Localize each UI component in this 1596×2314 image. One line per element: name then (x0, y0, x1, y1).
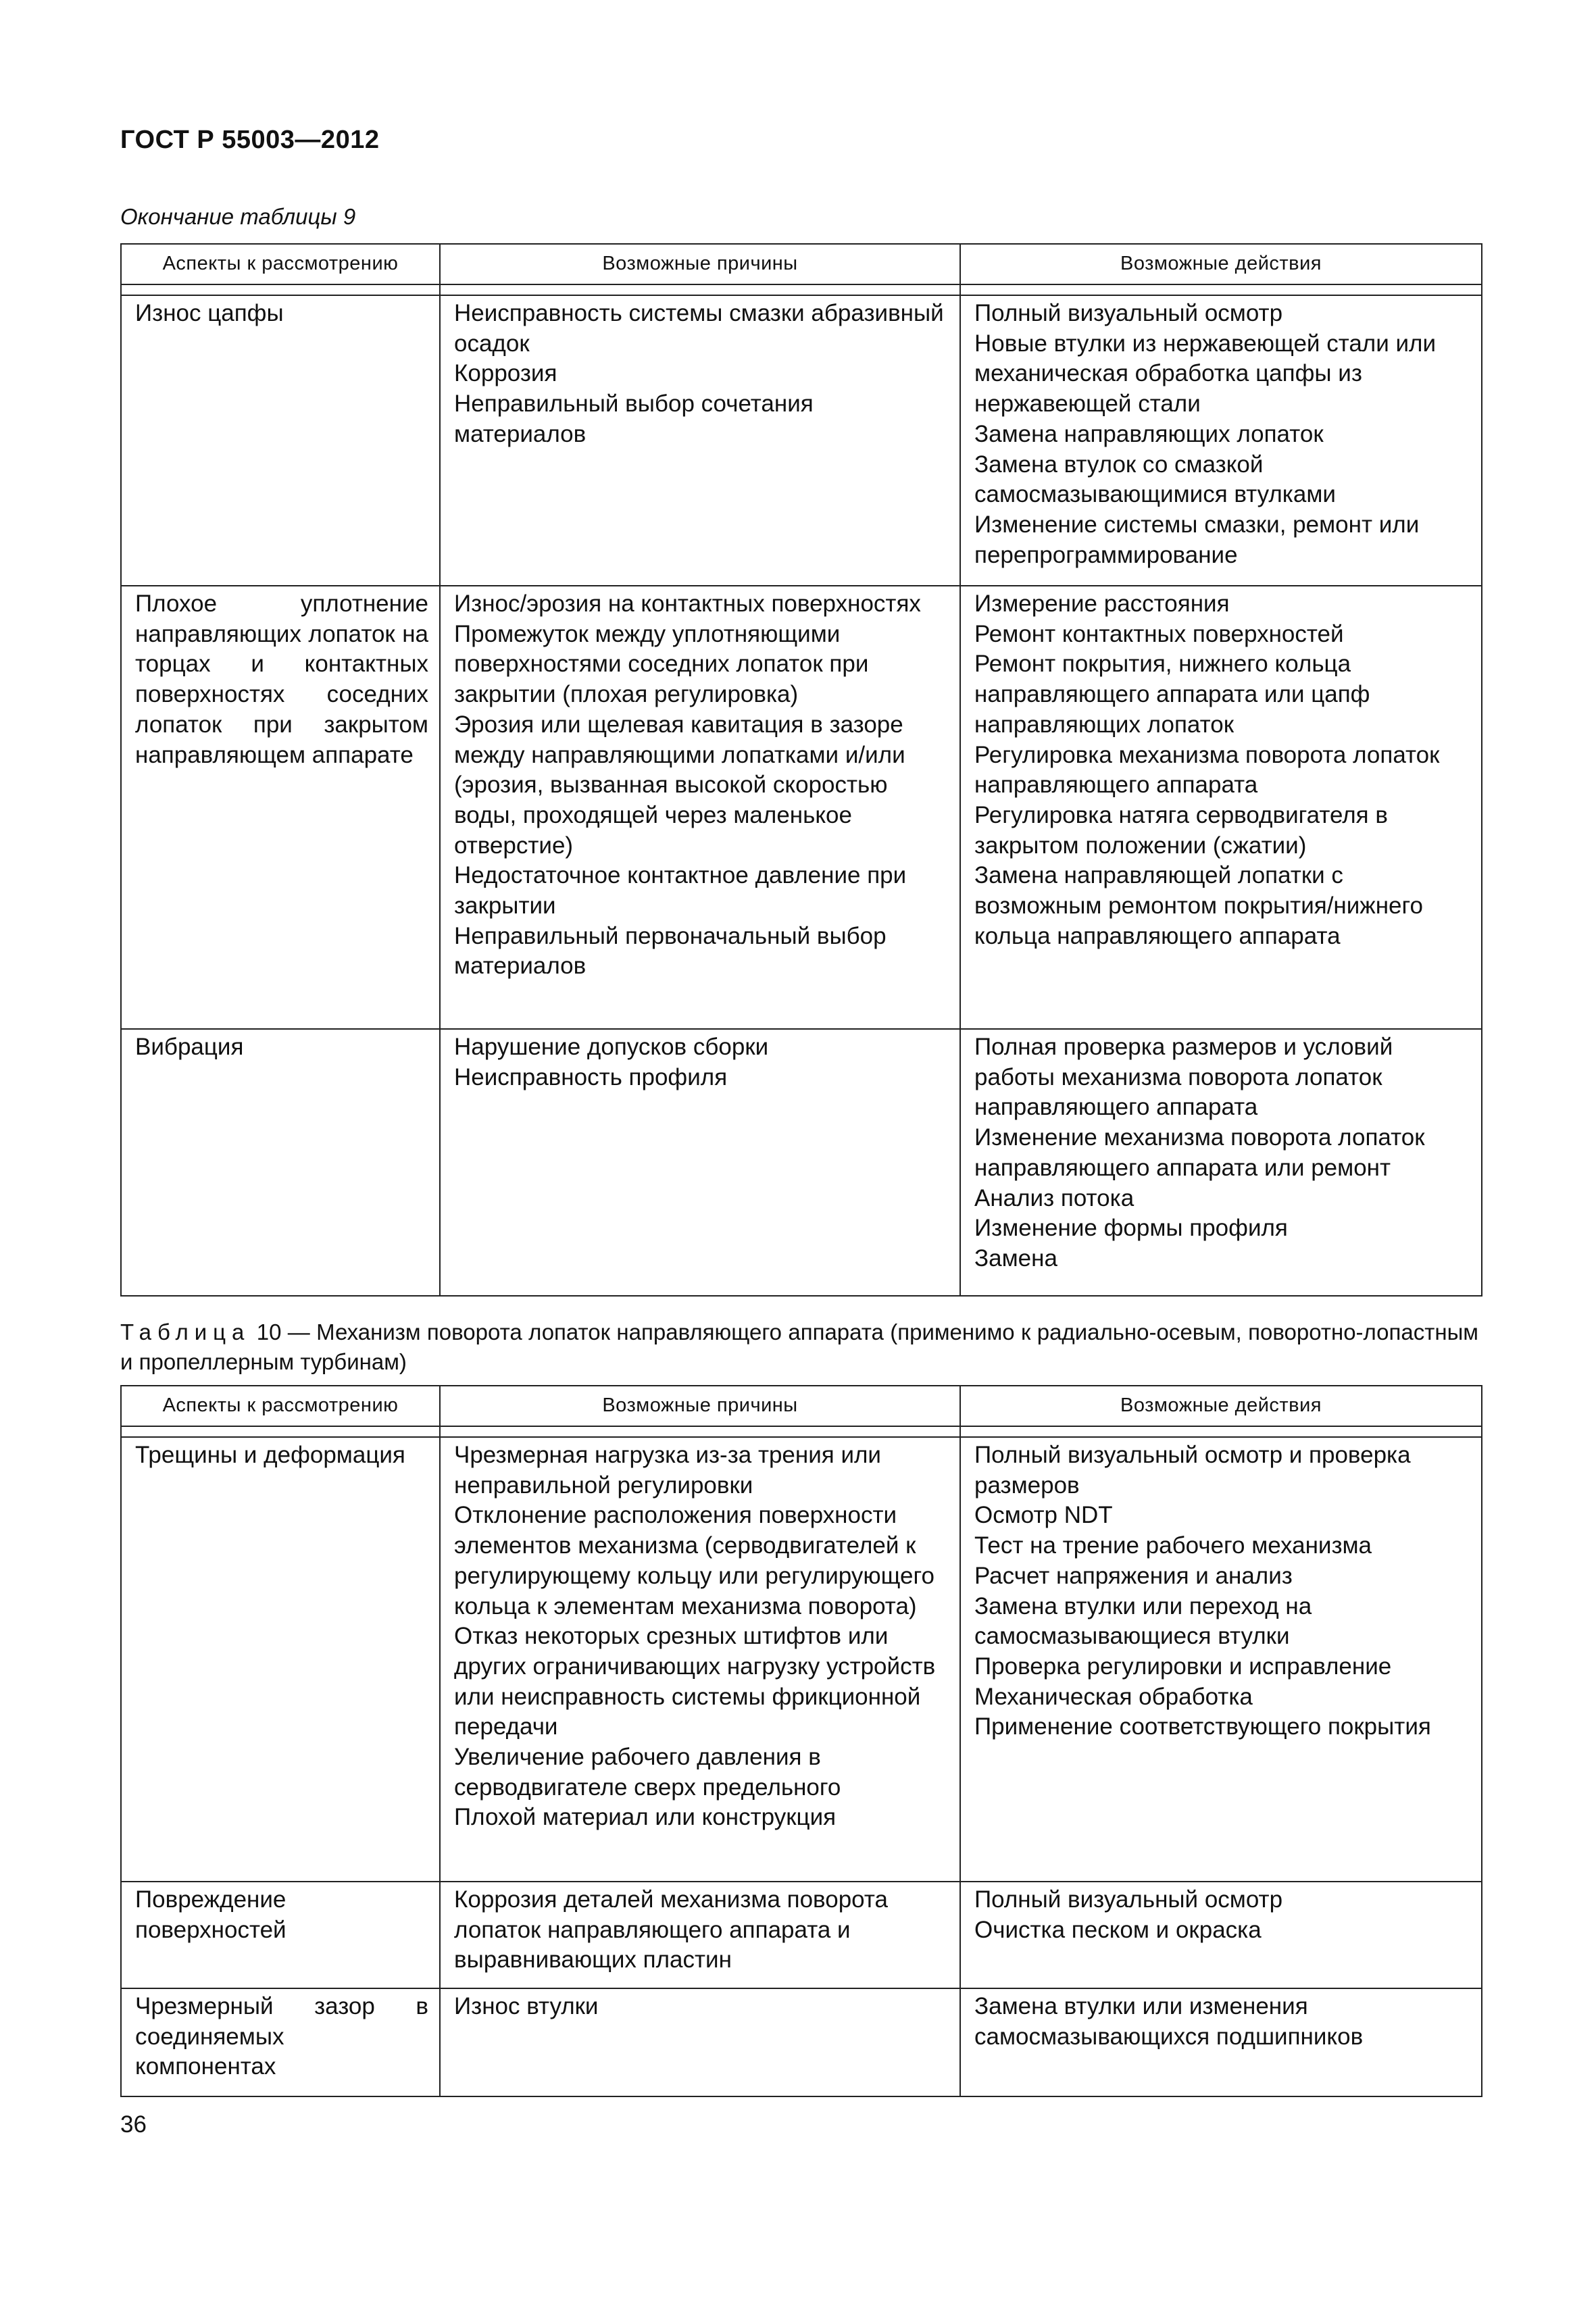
aspect-cell: Вибрация (121, 1029, 440, 1296)
document-id: ГОСТ Р 55003—2012 (120, 126, 380, 154)
action-item: Осмотр NDT (974, 1502, 1113, 1529)
table-10-caption-text: 10 — Механизм поворота лопаток направляющего аппарата (применимо к радиально-осевым, поворотно-лопастным и пропеллерным турбинам) (120, 1319, 1478, 1374)
action-item: Замена втулки или переход на самосмазывающиеся втулки (974, 1592, 1312, 1650)
cause-item: Коррозия деталей механизма поворота лопаток направляющего аппарата и выравнивающих пластин (454, 1886, 888, 1973)
table-row (121, 1882, 1482, 1988)
action-item: Очистка песком и окраска (974, 1916, 1262, 1943)
aspect-cell: Трещины и деформация (121, 1437, 440, 1882)
actions-cell (960, 1882, 1482, 1988)
header-separator (121, 284, 1482, 295)
table-row (121, 295, 1482, 586)
actions-cell (960, 586, 1482, 1029)
cause-item: Промежуток между уплотняющими поверхностями соседних лопаток при закрытии (плохая регулировка) (454, 620, 869, 708)
cause-item: Отказ некоторых срезных штифтов или других ограничивающих нагрузку устройств или неисправность системы фрикционной передачи (454, 1623, 936, 1740)
action-item: Проверка регулировки и исправление (974, 1653, 1392, 1680)
action-item: Расчет напряжения и анализ (974, 1562, 1293, 1589)
table-row (121, 586, 1482, 1029)
cause-item: Неправильный первоначальный выбор материалов (454, 922, 887, 980)
causes-cell (440, 1437, 960, 1882)
action-item: Регулировка натяга серводвигателя в закрытом положении (сжатии) (974, 801, 1388, 859)
action-item: Полный визуальный осмотр (974, 300, 1283, 326)
action-item: Регулировка механизма поворота лопаток направляющего аппарата (974, 741, 1440, 799)
column-header-aspects: Аспекты к рассмотрению (121, 244, 440, 284)
column-header-causes: Возможные причины (440, 244, 960, 284)
action-item: Замена втулки или изменения самосмазывающихся подшипников (974, 1993, 1364, 2050)
action-item: Применение соответствующего покрытия (974, 1713, 1431, 1740)
table-10 (120, 1385, 1482, 2097)
cause-item: Износ втулки (454, 1993, 599, 2019)
actions-cell (960, 295, 1482, 586)
cause-item: Неправильный выбор сочетания материалов (454, 391, 814, 447)
cause-item: Неисправность профиля (454, 1063, 728, 1090)
table-9-continuation-caption: Окончание таблицы 9 (120, 204, 356, 229)
actions-cell (960, 1988, 1482, 2096)
causes-cell (440, 1988, 960, 2096)
column-header-aspects: Аспекты к рассмотрению (121, 1386, 440, 1426)
action-item: Механическая обработка (974, 1683, 1253, 1710)
action-item: Изменение формы профиля (974, 1215, 1288, 1242)
cause-item: Недостаточное контактное давление при закрытии (454, 862, 907, 920)
action-item: Замена втулок со смазкой самосмазывающимися втулками (974, 451, 1336, 508)
action-item: Тест на трение рабочего механизма (974, 1532, 1372, 1559)
action-item: Изменение системы смазки, ремонт или перепрограммирование (974, 511, 1420, 568)
aspect-cell: Износ цапфы (121, 295, 440, 586)
table-header-row (121, 1386, 1482, 1426)
aspect-cell: Плохое уплотнение направляющих лопаток на торцах и контактных поверхностях соседних лопаток при закрытом направляющем аппарате (121, 586, 440, 1029)
cause-item: Плохой материал или конструкция (454, 1804, 837, 1831)
causes-cell (440, 586, 960, 1029)
table-row (121, 1437, 1482, 1882)
causes-cell (440, 1029, 960, 1296)
table-10-caption-label: Таблица (120, 1319, 251, 1344)
table-9 (120, 243, 1482, 1297)
cause-item: Эрозия или щелевая кавитация в зазоре между направляющими лопатками и/или (эрозия, вызванная высокой скоростью воды, проходящей через маленькое отверстие) (454, 711, 905, 859)
column-header-actions: Возможные действия (960, 1386, 1482, 1426)
action-item: Замена направляющих лопаток (974, 420, 1324, 447)
column-header-actions: Возможные действия (960, 244, 1482, 284)
actions-cell (960, 1029, 1482, 1296)
table-row (121, 1988, 1482, 2096)
action-item: Замена (974, 1244, 1057, 1272)
actions-cell (960, 1437, 1482, 1882)
action-item: Полная проверка размеров и условий работы механизма поворота лопаток направляющего аппарата (974, 1034, 1393, 1121)
page-number: 36 (120, 2111, 147, 2138)
cause-item: Нарушение допусков сборки (454, 1034, 769, 1060)
action-item: Измерение расстояния (974, 590, 1230, 617)
action-item: Полный визуальный осмотр (974, 1886, 1283, 1913)
cause-item: Неисправность системы смазки абразивный осадок (454, 300, 944, 357)
causes-cell (440, 1882, 960, 1988)
action-item: Ремонт покрытия, нижнего кольца направляющего аппарата или цапф направляющих лопаток (974, 651, 1370, 738)
table-10-caption (120, 1317, 1478, 1377)
action-item: Анализ потока (974, 1184, 1134, 1211)
action-item: Полный визуальный осмотр и проверка размеров (974, 1442, 1411, 1499)
cause-item: Коррозия (454, 360, 557, 387)
action-item: Изменение механизма поворота лопаток направляющего аппарата или ремонт (974, 1124, 1425, 1181)
cause-item: Износ/эрозия на контактных поверхностях (454, 590, 921, 617)
table-header-row (121, 244, 1482, 284)
causes-cell (440, 295, 960, 586)
column-header-causes: Возможные причины (440, 1386, 960, 1426)
aspect-cell: Повреждение поверхностей (121, 1882, 440, 1988)
action-item: Ремонт контактных поверхностей (974, 620, 1344, 647)
action-item: Замена направляющей лопатки с возможным ремонтом покрытия/нижнего кольца направляющего аппарата (974, 862, 1423, 949)
aspect-cell: Чрезмерный зазор в соединяемых компонентах (121, 1988, 440, 2096)
header-separator (121, 1426, 1482, 1437)
cause-item: Отклонение расположения поверхности элементов механизма (серводвигателей к регулирующему кольцу или регулирующего кольца к элементам механизма поворота) (454, 1502, 934, 1619)
table-row (121, 1029, 1482, 1296)
action-item: Новые втулки из нержавеющей стали или механическая обработка цапфы из нержавеющей стали (974, 330, 1437, 418)
cause-item: Чрезмерная нагрузка из-за трения или неправильной регулировки (454, 1442, 881, 1499)
cause-item: Увеличение рабочего давления в серводвигателе сверх предельного (454, 1744, 841, 1801)
